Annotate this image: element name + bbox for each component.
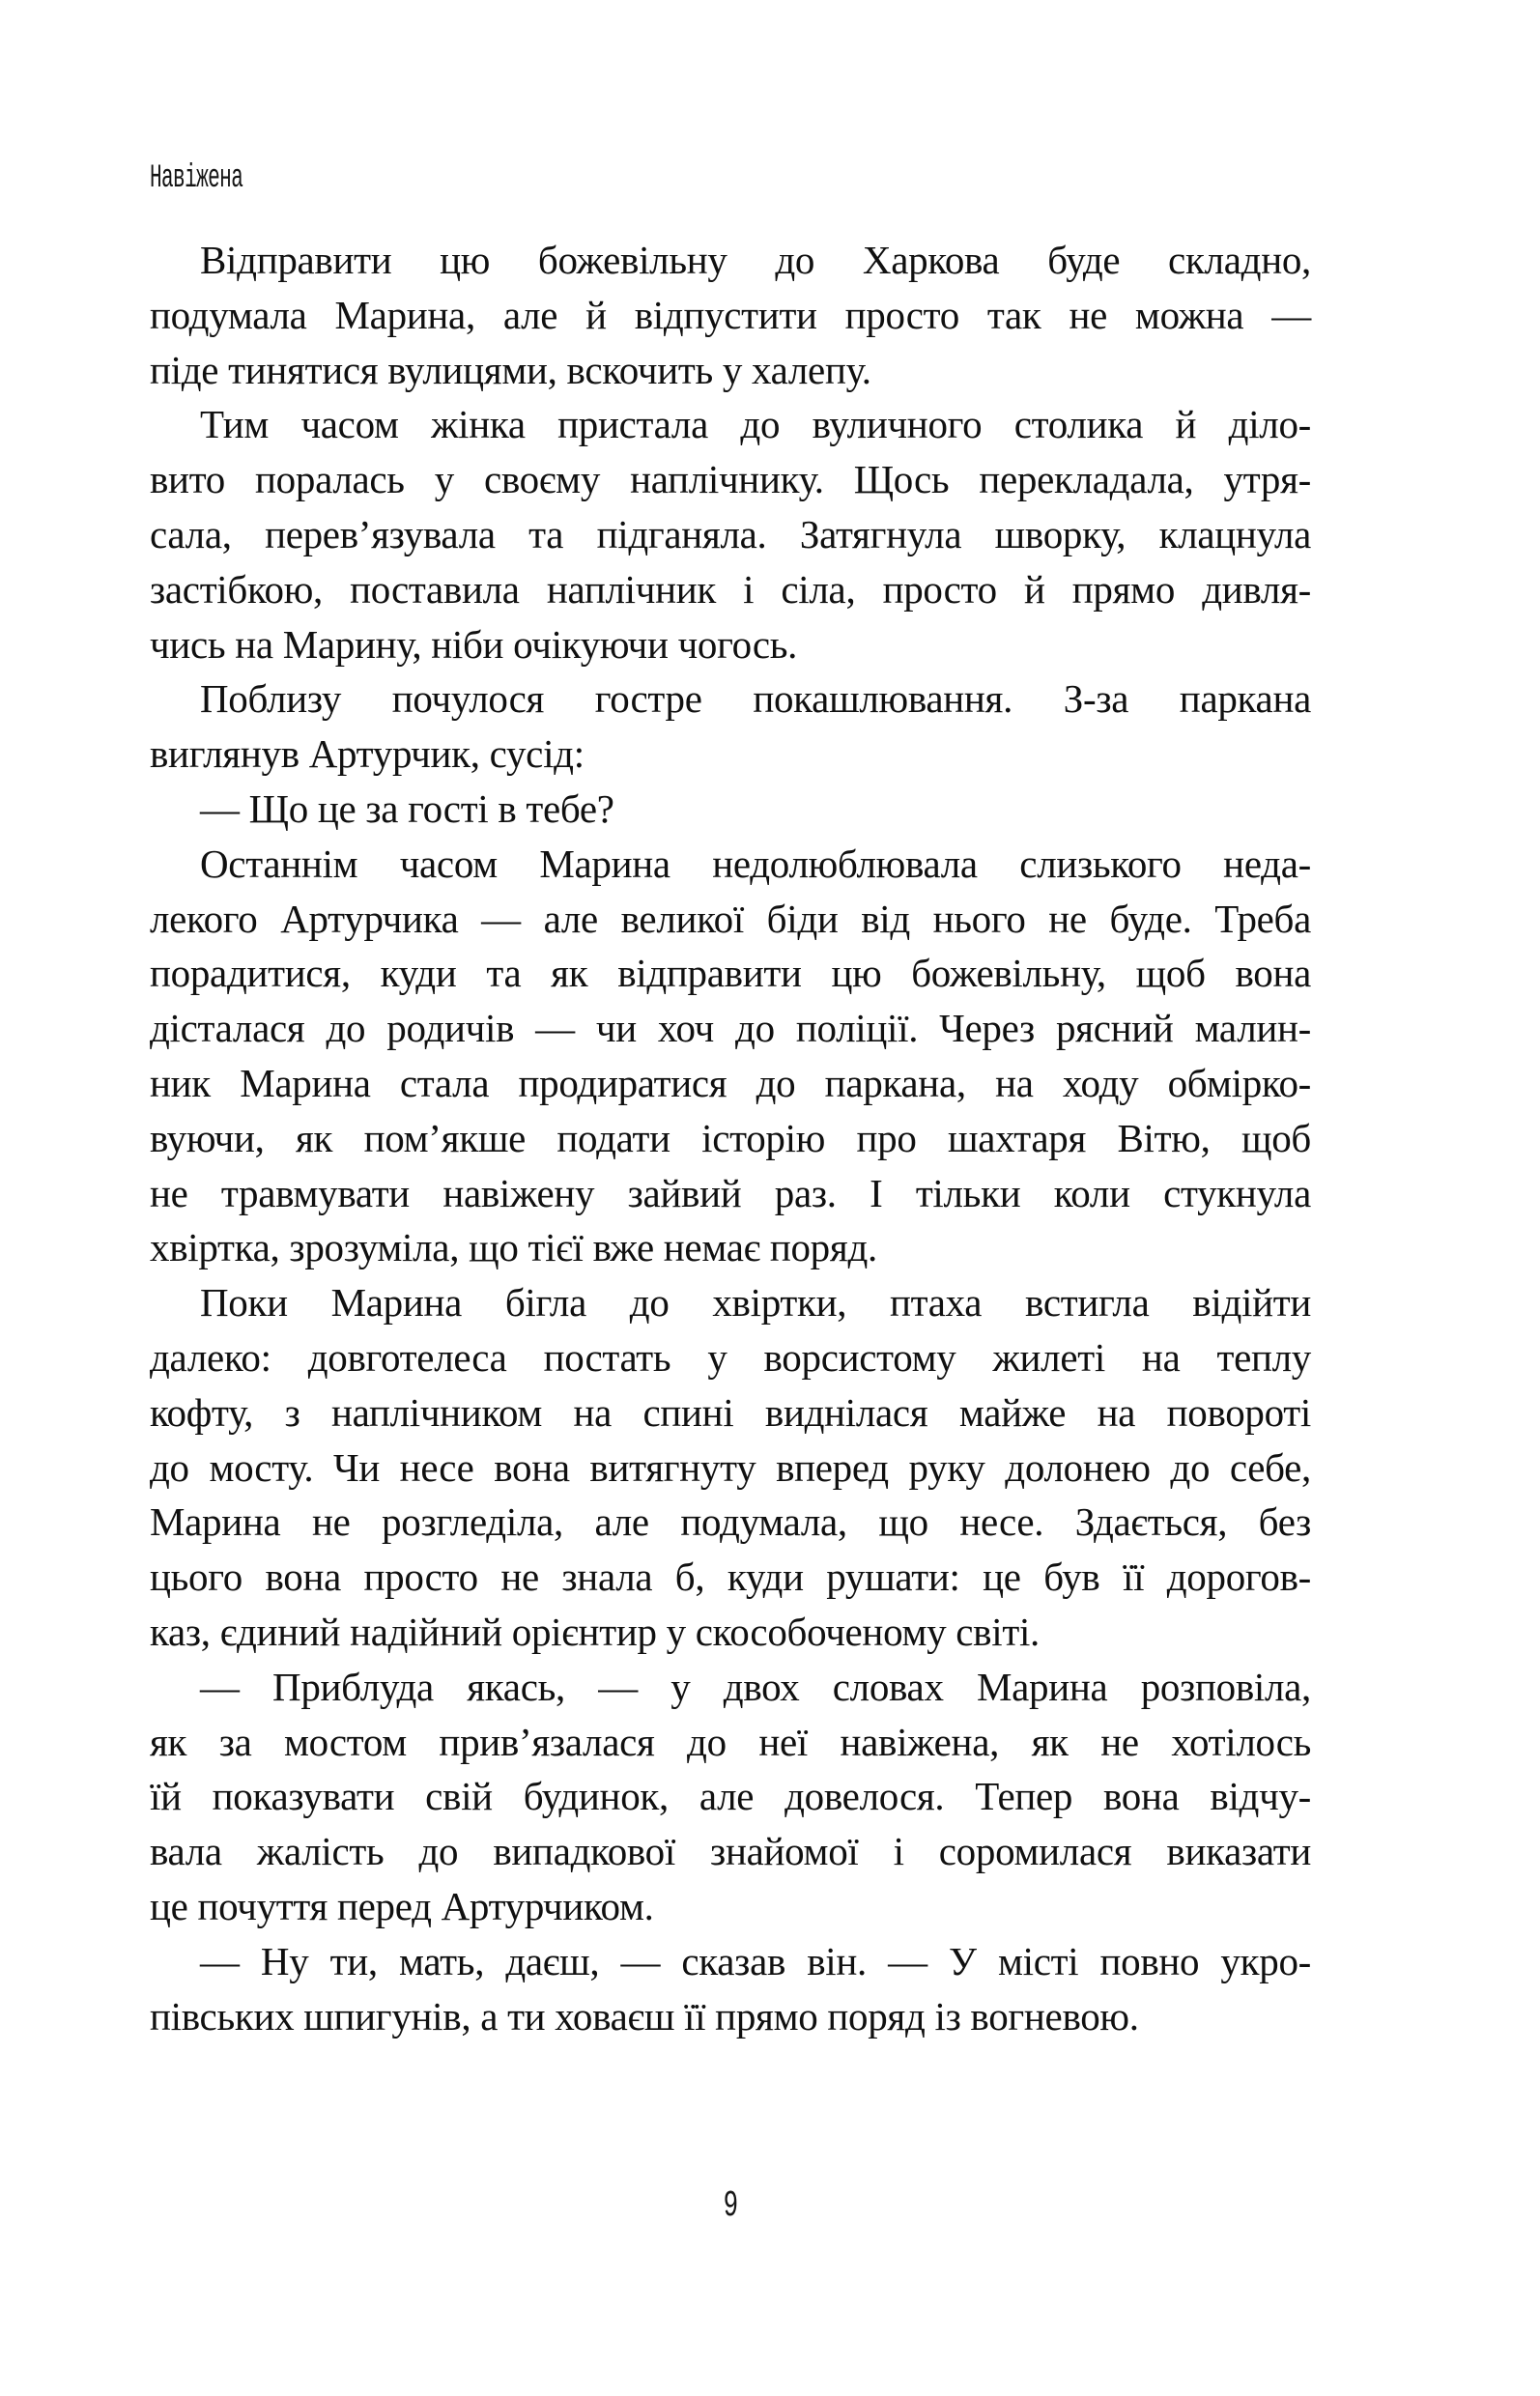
text-line: Поблизу почулося гостре покашлювання. З-за паркана: [200, 676, 1311, 722]
text-line: ник Марина стала продиратися до паркана, на ходу обмірко-: [150, 1060, 1311, 1105]
paragraph: [150, 837, 1311, 1275]
text-line: вуючи, як пом’якше подати історію про шахтаря Вітю, щоб: [150, 1115, 1311, 1160]
text-line: Марина не розгледіла, але подумала, що несе. Здається, без: [150, 1499, 1311, 1545]
running-header: Навіжена: [150, 160, 243, 197]
text-block: [150, 233, 1311, 2043]
text-line: це почуття перед Артурчиком.: [150, 1883, 654, 1928]
text-line: вала жалість до випадкової знайомої і соромилася виказати: [150, 1829, 1311, 1874]
text-line: півських шпигунів, а ти ховаєш її прямо поряд із вогневою.: [150, 1993, 1139, 2039]
text-line: порадитися, куди та як відправити цю божевільну, щоб вона: [150, 951, 1311, 996]
text-line: до мосту. Чи несе вона витягнуту вперед руку долонею до себе,: [150, 1444, 1311, 1490]
page-number-value: 9: [723, 2185, 738, 2227]
text-line: Тим часом жінка пристала до вуличного столика й діло-: [200, 402, 1311, 447]
paragraph: [150, 782, 1311, 837]
text-line: — Що це за гості в тебе?: [200, 785, 614, 831]
paragraph: [150, 397, 1311, 671]
text-line: подумала Марина, але й відпустити просто так не можна —: [150, 292, 1311, 337]
text-line: як за мостом прив’язалася до неї навіжена, як не хотілось: [150, 1719, 1311, 1764]
text-line: кофту, з наплічником на спині виднілася майже на повороті: [150, 1389, 1311, 1435]
text-line: цього вона просто не знала б, куди рушати: це був її дорогов-: [150, 1555, 1311, 1600]
text-line: піде тинятися вулицями, вскочить у халепу.: [150, 347, 871, 392]
text-line: вито поралась у своєму наплічнику. Щось перекладала, утря-: [150, 457, 1311, 502]
text-line: Поки Марина бігла до хвіртки, птаха встигла відійти: [200, 1280, 1311, 1326]
text-line: не травмувати навіжену зайвий раз. І тільки коли стукнула: [150, 1170, 1311, 1215]
text-line: хвіртка, зрозуміла, що тієї вже немає поряд.: [150, 1225, 877, 1270]
text-line: дісталася до родичів — чи хоч до поліції. Через рясний малин-: [150, 1006, 1311, 1051]
text-line: виглянув Артурчик, сусід:: [150, 731, 585, 777]
text-line: лекого Артурчика — але великої біди від нього не буде. Треба: [150, 896, 1311, 941]
text-line: далеко: довготелеса постать у ворсистому жилеті на теплу: [150, 1334, 1311, 1380]
paragraph: [150, 233, 1311, 397]
page-number: [150, 2185, 1311, 2227]
text-line: застібкою, поставила наплічник і сіла, просто й прямо дивля-: [150, 566, 1311, 612]
paragraph: [150, 1275, 1311, 1660]
text-line: Відправити цю божевільну до Харкова буде складно,: [200, 238, 1311, 282]
text-line: — Ну ти, мать, даєш, — сказав він. — У місті повно укро-: [200, 1938, 1311, 1983]
text-line: — Приблуда якась, — у двох словах Марина розповіла,: [200, 1664, 1311, 1709]
text-line: сала, перев’язувала та підганяла. Затягнула шворку, клацнула: [150, 511, 1311, 556]
text-line: каз, єдиний надійний орієнтир у скособоченому світі.: [150, 1609, 1040, 1654]
paragraph: [150, 1660, 1311, 1934]
text-line: чись на Марину, ніби очікуючи чогось.: [150, 621, 798, 667]
paragraph: [150, 1934, 1311, 2044]
paragraph: [150, 671, 1311, 782]
text-line: Останнім часом Марина недолюблювала слизького неда-: [200, 841, 1311, 886]
text-line: їй показувати свій будинок, але довелося. Тепер вона відчу-: [150, 1774, 1311, 1819]
